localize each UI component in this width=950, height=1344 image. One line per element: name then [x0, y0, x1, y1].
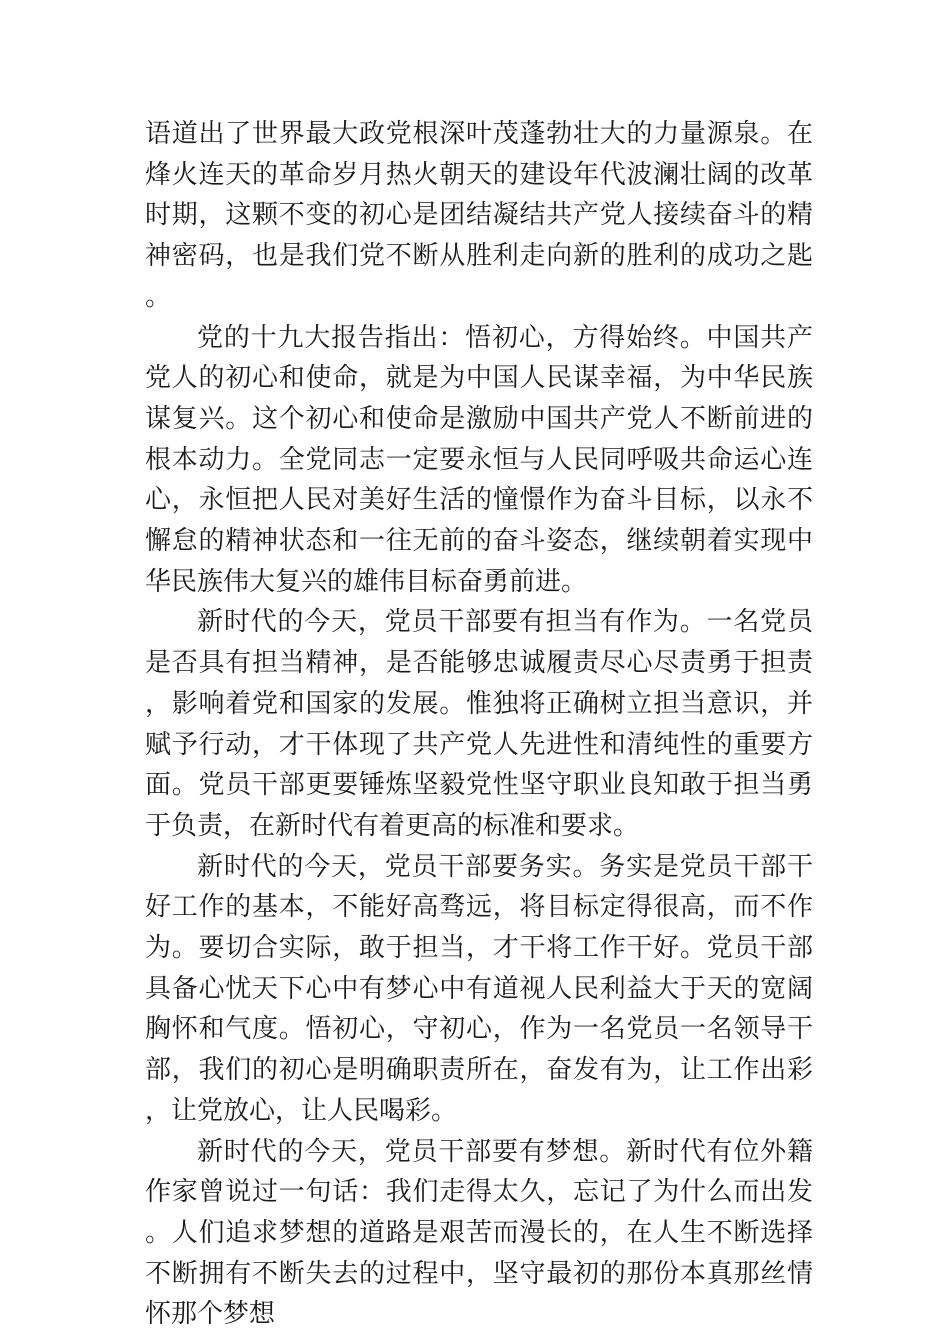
- paragraph-1: 语道出了世界最大政党根深叶茂蓬勃壮大的力量源泉。在烽火连天的革命岁月热火朝天的建设年代波澜壮阔的改革时期，这颗不变的初心是团结凝结共产党人接续奋斗的精神密码，也是我们党不断从胜利走向新的胜利的成功之匙。: [145, 119, 813, 312]
- body-text: [145, 114, 813, 1335]
- paragraph-3: 新时代的今天，党员干部要有担当有作为。一名党员是否具有担当精神，是否能够忠诚履责尽心尽责勇于担责，影响着党和国家的发展。惟独将正确树立担当意识，并赋予行动，才干体现了共产党人先进性和清纯性的重要方面。党员干部更要锤炼坚毅党性坚守职业良知敢于担当勇于负责，在新时代有着更高的标准和要求。: [145, 607, 813, 841]
- paragraph-5: 新时代的今天，党员干部要有梦想。新时代有位外籍作家曾说过一句话：我们走得太久，忘记了为什么而出发。人们追求梦想的道路是艰苦而漫长的，在人生不断选择不断拥有不断失去的过程中，坚守最初的那份本真那丝情怀那个梦想: [145, 1136, 813, 1330]
- paragraph-2: 党的十九大报告指出：悟初心，方得始终。中国共产党人的初心和使命，就是为中国人民谋幸福，为中华民族谋复兴。这个初心和使命是激励中国共产党人不断前进的根本动力。全党同志一定要永恒与人民同呼吸共命运心连心，永恒把人民对美好生活的憧憬作为奋斗目标，以永不懈怠的精神状态和一往无前的奋斗姿态，继续朝着实现中华民族伟大复兴的雄伟目标奋勇前进。: [145, 322, 813, 597]
- paragraph-4: 新时代的今天，党员干部要务实。务实是党员干部干好工作的基本，不能好高骛远，将目标定得很高，而不作为。要切合实际，敢于担当，才干将工作干好。党员干部具备心忧天下心中有梦心中有道视人民利益大于天的宽阔胸怀和气度。悟初心，守初心，作为一名党员一名领导干部，我们的初心是明确职责所在，奋发有为，让工作出彩，让党放心，让人民喝彩。: [145, 851, 813, 1126]
